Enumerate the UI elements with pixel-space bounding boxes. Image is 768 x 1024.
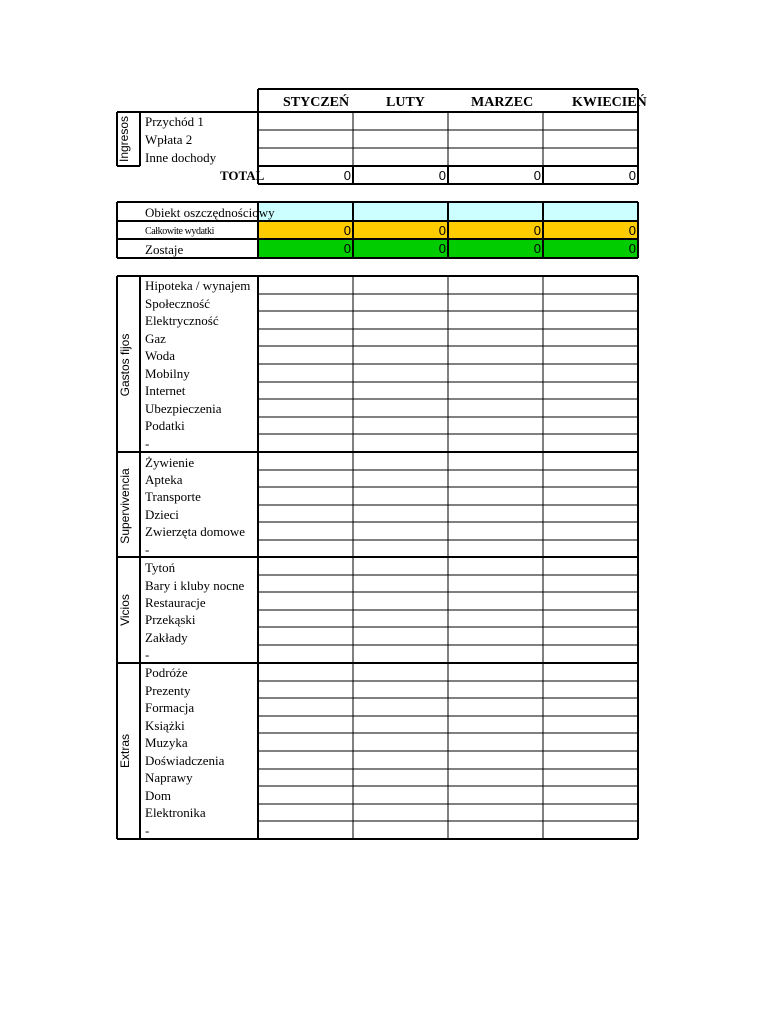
month-header-1: STYCZEŃ [283,95,350,110]
row-label-vice-2: Bary i kluby nocne [145,578,245,593]
expenses-value-1[interactable]: 0 [343,223,351,238]
remaining-value-1[interactable]: 0 [343,241,351,256]
row-label-income-2: Wpłata 2 [145,132,193,147]
row-label-survival-3: Transporte [145,489,201,504]
row-label-vice-5: Zakłady [145,630,188,645]
row-label-fixed-3: Elektryczność [145,313,219,328]
group-label-extras: Extras [118,734,132,769]
month-header-4: KWIECIEŃ [572,95,647,110]
row-label-extra-7: Naprawy [145,770,193,785]
expenses-value-2[interactable]: 0 [438,223,446,238]
remaining-value-3[interactable]: 0 [533,241,541,256]
savings-cell-2 [353,202,448,221]
row-label-fixed-2: Społeczność [145,296,210,311]
row-label-fixed-8: Ubezpieczenia [145,401,222,416]
row-label-fixed-10: - [145,436,150,451]
group-label-gastos-fijos: Gastos fijos [118,333,132,397]
row-label-extra-5: Muzyka [145,735,188,750]
savings-label: Obiekt oszczędnościowy [145,205,275,220]
row-label-extra-10: - [145,823,150,838]
expenses-value-4[interactable]: 0 [628,223,636,238]
row-label-survival-6: - [145,542,150,557]
row-label-extra-8: Dom [145,788,171,803]
row-label-vice-4: Przekąski [145,612,196,627]
remaining-value-4[interactable]: 0 [628,241,636,256]
row-label-extra-9: Elektronika [145,805,206,820]
total-value-2[interactable]: 0 [438,168,446,183]
row-label-income-1: Przychód 1 [145,114,204,129]
row-label-survival-4: Dzieci [145,507,179,522]
total-label: TOTAL [220,168,265,183]
row-label-vice-1: Tytoń [145,560,176,575]
row-label-fixed-9: Podatki [145,418,185,433]
total-value-3[interactable]: 0 [533,168,541,183]
row-label-extra-6: Doświadczenia [145,753,225,768]
group-label-supervivencia: Supervivencia [118,468,132,544]
remaining-value-2[interactable]: 0 [438,241,446,256]
savings-cell-4 [543,202,638,221]
row-label-survival-2: Apteka [145,472,183,487]
row-label-extra-1: Podróże [145,665,188,680]
savings-cell-3 [448,202,543,221]
row-label-fixed-6: Mobilny [145,366,190,381]
expenses-value-3[interactable]: 0 [533,223,541,238]
row-label-fixed-7: Internet [145,383,186,398]
total-value-4[interactable]: 0 [628,168,636,183]
row-label-fixed-4: Gaz [145,331,166,346]
group-label-ingresos: Ingresos [117,115,131,163]
row-label-fixed-1: Hipoteka / wynajem [145,278,251,293]
group-label-vicios: Vicios [118,594,132,626]
row-label-vice-3: Restauracje [145,595,206,610]
row-label-survival-5: Zwierzęta domowe [145,524,245,539]
row-label-extra-2: Prezenty [145,683,191,698]
row-label-vice-6: - [145,647,150,662]
row-label-income-3: Inne dochody [145,150,217,165]
total-value-1[interactable]: 0 [343,168,351,183]
row-label-fixed-5: Woda [145,348,175,363]
month-header-3: MARZEC [471,95,534,110]
row-label-extra-4: Książki [145,718,185,733]
remaining-label: Zostaje [145,242,184,257]
month-header-2: LUTY [386,95,425,110]
row-label-extra-3: Formacja [145,700,195,715]
row-label-survival-1: Żywienie [145,455,195,470]
expenses-label: Całkowite wydatki [145,226,215,237]
